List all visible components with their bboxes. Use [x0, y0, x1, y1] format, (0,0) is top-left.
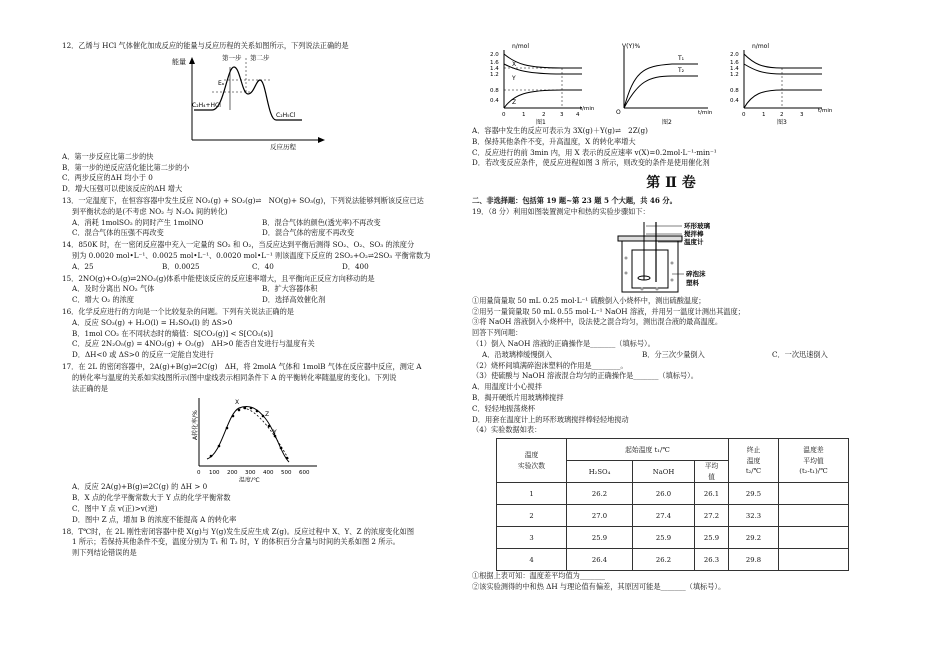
q15-option-d: D．选择高效催化剂 [262, 295, 326, 305]
q19-step-2: ②用另一量筒量取 50 mL 0.55 mol·L⁻¹ NaOH 溶液，并用另一温度计测出其温度； [472, 306, 745, 316]
q13-stem-1: 13．一定温度下，在恒容容器中发生反应 NO₂(g) + SO₂(g)⇌ NO(g)+ SO₃(g)，下列说法能够判断该反应已达 [62, 195, 424, 205]
q19-step-1: ①用量筒量取 50 mL 0.25 mol·L⁻¹ 硫酸倒入小烧杯中，测出硫酸温度； [472, 295, 706, 305]
q13-option-b: B．混合气体的颜色(透光率)不再改变 [262, 217, 381, 227]
fig3-x-unit: t/min [818, 108, 833, 114]
cell: 25.9 [633, 527, 695, 549]
figure-1 [490, 43, 595, 126]
q19-sub3: （3）使硫酸与 NaOH 溶液混合均匀的正确操作是_______（填标号）。 [472, 371, 698, 381]
q19-sub1-option-b: B．分三次少量倒入 [642, 349, 705, 359]
cell: 4 [497, 549, 567, 571]
q16-option-b: B．1mol CO₂ 在不同状态时的熵值：S[CO₂(g)] < S[CO₂(s)] [72, 328, 273, 338]
cell: 27.2 [695, 505, 729, 527]
fig3-ytick-0-4: 0.4 [730, 98, 739, 104]
figure-2 [616, 43, 713, 126]
q19-sub3-option-b: B．揭开硬纸片用玻璃棒搅拌 [472, 392, 564, 402]
cell: 26.1 [695, 483, 729, 505]
q12-energy-figure [172, 52, 462, 152]
q13-stem-2: 到平衡状态的是(不考虑 NO₂ 与 N₂O₄ 间的转化) [72, 206, 228, 216]
step1-label: 第一步 [222, 53, 242, 62]
q15-option-b: B．扩大容器体积 [262, 284, 318, 294]
q17-tick-200: 200 [227, 470, 238, 477]
q17-tick-300: 300 [245, 470, 256, 477]
part2-heading: 二、非选择题：包括第 19 题~第 23 题 5 个大题，共 46 分。 [472, 196, 677, 206]
q14-option-a: A．25 [72, 261, 94, 271]
fig1-ytick-2-0: 2.0 [490, 52, 499, 58]
q17-option-d: D．图中 Z 点，增加 B 的浓度不能提高 A 的转化率 [72, 514, 237, 524]
fig2-t2: T₂ [678, 67, 685, 74]
q17-point-x: X [235, 399, 240, 407]
fig1-label-x: X [512, 61, 517, 68]
fig1-xtick-2: 2 [542, 112, 546, 118]
q14-option-d: D．400 [342, 261, 369, 271]
fig1-xtick-0: 0 [502, 112, 506, 118]
q17-stem-2: 的转化率与温度的关系如实线图所示(图中虚线表示相同条件下 A 的平衡转化率随温度的变化)。下列说 [72, 372, 397, 382]
fig1-xtick-4: 4 [576, 112, 580, 118]
fig3-xtick-2: 2 [780, 112, 784, 118]
fig3-xtick-3: 3 [800, 112, 804, 118]
q12-option-b: B．第一步的逆反应活化能比第二步的小 [62, 162, 190, 172]
fig2-origin: O [616, 109, 621, 116]
q19-end-2: ②该实验测得的中和热 ΔH 与理论值有偏差，其原因可能是_______（填标号）。 [472, 581, 726, 591]
fig3-ytick-0-8: 0.8 [730, 88, 739, 94]
q19-sub3-option-d: D．用套在温度计上的环形玻璃搅拌棒轻轻地搅动 [472, 414, 629, 424]
table-row [497, 527, 849, 549]
header-h2so4: H₂SO₄ [567, 461, 633, 483]
cell: 26.2 [567, 483, 633, 505]
table-row [497, 505, 849, 527]
header-start-temp: 起始温度 t₁/℃ [567, 439, 729, 461]
cell: 26.2 [633, 549, 695, 571]
q19-sub1-option-c: C．一次迅速倒入 [772, 349, 828, 359]
header-temp-diff: 温度差 平均值 (t₂-t₁)/℃ [779, 439, 849, 483]
cell: 2 [497, 505, 567, 527]
q12-option-c: C．两步反应的ΔH 均小于 0 [62, 173, 153, 183]
fig1-y-label: n/mol [512, 43, 530, 50]
label-foam-1: 碎泡沫 [686, 269, 706, 278]
cell: 32.3 [729, 505, 779, 527]
q19-answer-prompt: 回答下列问题： [472, 328, 523, 338]
cell: 29.5 [729, 483, 779, 505]
fig1-ytick-0-4: 0.4 [490, 98, 499, 104]
q19-sub1: （1）倒入 NaOH 溶液的正确操作是_______（填标号）。 [472, 338, 655, 348]
header-end-temp: 终止 温度 t₂/℃ [729, 439, 779, 483]
q14-stem-2: 别为 0.0020 mol•L⁻¹、0.0025 mol•L⁻¹、0.0020 mol•L⁻¹ 则该温度下反应的 2SO₂+O₂⇌2SO₃ 平衡常数为 [72, 250, 431, 260]
fig1-xtick-3: 3 [560, 112, 564, 118]
q17-tick-100: 100 [209, 470, 220, 477]
q14-option-c: C．40 [252, 261, 274, 271]
header-average: 平均 值 [695, 461, 729, 483]
product-label: C₂H₅Cl [276, 111, 296, 119]
q12-option-a: A．第一步反应比第二步的快 [62, 151, 154, 161]
q18-figures [472, 42, 870, 126]
q18-stem-1: 18．T℃时，在 2L 刚性密闭容器中使 X(g)与 Y(g)发生反应生成 Z(g)。反应过程中 X、Y、Z 的浓度变化如图 [62, 526, 415, 536]
q17-point-y: Y [273, 429, 277, 437]
q19-stem: 19．（8 分）利用如图装置测定中和热的实验步骤如下： [472, 206, 650, 216]
reaction-path-label: 反应历程 [270, 142, 296, 151]
label-glass-stirrer-1: 环形玻璃 [684, 221, 710, 230]
fig3-y-label: n/mol [752, 43, 770, 50]
fig1-caption: 图1 [536, 119, 546, 126]
q18-option-d: D．若改变反应条件，使反应进程如图 3 所示，则改变的条件是使用催化剂 [472, 158, 710, 168]
q17-y-axis-label: A转化率/% [192, 410, 199, 441]
q17-conversion-figure [177, 394, 462, 482]
table-row [497, 549, 849, 571]
cell: 29.2 [729, 527, 779, 549]
cell: 27.0 [567, 505, 633, 527]
q12-stem: 12．乙烯与 HCl 气体催化加成反应的能量与反应历程的关系如图所示，下列说法正确的是 [62, 41, 349, 50]
q18-option-c: C．反应进行的前 3min 内，用 X 表示的反应速率 v(X)=0.2mol·L⁻¹·min⁻¹ [472, 147, 717, 157]
cell: 25.9 [695, 527, 729, 549]
cell: 26.4 [567, 549, 633, 571]
q16-stem: 16．化学反应进行的方向是一个比较复杂的问题。下列有关说法正确的是 [62, 306, 294, 316]
fig3-ytick-1-2: 1.2 [730, 72, 739, 78]
cell [779, 505, 849, 527]
calorimeter-figure [612, 218, 870, 296]
q19-sub3-option-c: C．轻轻地振荡烧杯 [472, 403, 536, 413]
table-row [497, 483, 849, 505]
cell: 3 [497, 527, 567, 549]
q17-option-b: B．X 点的化学平衡常数大于 Y 点的化学平衡常数 [72, 493, 231, 503]
fig1-ytick-1-6: 1.6 [490, 60, 499, 66]
fig3-ytick-1-6: 1.6 [730, 60, 739, 66]
q13-option-a: A．消耗 1molSO₂ 的同时产生 1molNO [72, 217, 204, 227]
right-column [472, 42, 870, 593]
q16-option-c: C．反应 2N₂O₅(g) = 4NO₂(g) + O₂(g) ΔH>0 能否自发进行与温度有关 [72, 339, 315, 349]
q19-sub4: （4）实验数据如表： [472, 425, 542, 435]
q13-option-c: C．混合气体的压强不再改变 [72, 228, 164, 238]
q17-stem-3: 法正确的是 [72, 383, 108, 393]
label-thermometer: 温度计 [684, 237, 704, 246]
fig2-t1: T₁ [678, 55, 685, 62]
figure-3 [730, 43, 833, 126]
cell: 25.9 [567, 527, 633, 549]
cell [779, 549, 849, 571]
fig1-ytick-1-4: 1.4 [490, 66, 499, 72]
header-naoh: NaOH [633, 461, 695, 483]
fig1-ytick-1-2: 1.2 [490, 72, 499, 78]
q18-option-a: A．容器中发生的反应可表示为 3X(g)＋Y(g)⇌ 2Z(g) [472, 126, 648, 135]
fig3-ytick-1-4: 1.4 [730, 66, 739, 72]
fig1-ytick-0-8: 0.8 [490, 88, 499, 94]
fig2-caption: 图2 [662, 119, 672, 126]
fig1-xtick-1: 1 [522, 112, 526, 118]
q14-option-b: B．0.0025 [162, 261, 200, 271]
q19-sub1-option-a: A．沿玻璃棒缓慢倒入 [482, 349, 552, 359]
label-foam-2: 塑料 [686, 278, 699, 287]
fig1-label-z: Z [512, 99, 517, 106]
q15-option-a: A．及时分离出 NO₂ 气体 [72, 284, 155, 294]
fig3-xtick-1: 1 [762, 112, 766, 118]
left-column [62, 40, 462, 559]
q15-stem: 15．2NO(g)+O₂(g)⇌2NO₂(g)体系中能使该反应的反应速率增大，且平衡向正反应方向移动的是 [62, 273, 375, 283]
fig1-x-unit: t/min [580, 106, 595, 112]
energy-axis-label: 能量 [172, 57, 186, 66]
q17-tick-600: 600 [299, 470, 310, 477]
reactant-label: C₂H₄+HCl [192, 101, 221, 109]
fig3-xtick-0: 0 [742, 112, 746, 118]
q17-tick-400: 400 [263, 470, 274, 477]
ea-label: Eₐ [218, 79, 225, 87]
fig3-ytick-2-0: 2.0 [730, 52, 739, 58]
q13-option-d: D．混合气体的密度不再改变 [262, 228, 355, 238]
q18-stem-2: 1 所示；若保持其他条件不变，温度分别为 T₁ 和 T₂ 时，Y 的体积百分含量与时间的关系如图 2 所示。 [72, 537, 400, 547]
fig2-x-unit: t/min [698, 110, 713, 116]
fig3-caption: 图3 [777, 119, 787, 126]
header-exp-count: 温度 实验次数 [497, 439, 567, 483]
experiment-data-table [496, 438, 849, 571]
part2-title: 第 Ⅱ 卷 [646, 175, 696, 192]
q17-tick-500: 500 [281, 470, 292, 477]
cell [779, 483, 849, 505]
cell: 26.0 [633, 483, 695, 505]
q12-option-d: D．增大压强可以使该反应的ΔH 增大 [62, 184, 183, 194]
q19-end-1: ①根据上表可知：温度差平均值为_______ [472, 571, 605, 581]
q16-option-d: D．ΔH<0 或 ΔS>0 的反应一定能自发进行 [72, 350, 214, 360]
q17-x-axis-label: 温度/℃ [239, 477, 260, 483]
step2-label: 第二步 [250, 53, 270, 62]
cell: 1 [497, 483, 567, 505]
fig1-label-y: Y [512, 75, 516, 82]
q16-option-a: A．反应 SO₃(g) + H₂O(l) = H₂SO₄(l) 的 ΔS>0 [72, 317, 233, 327]
cell: 29.8 [729, 549, 779, 571]
cell: 26.3 [695, 549, 729, 571]
q18-option-b: B．保持其他条件不变，升高温度，X 的转化率增大 [472, 136, 636, 146]
cell [779, 527, 849, 549]
label-glass-stirrer-2: 搅拌棒 [684, 229, 704, 238]
cell: 27.4 [633, 505, 695, 527]
q17-stem-1: 17．在 2L 的密闭容器中，2A(g)+B(g)⇌2C(g) ΔH，将 2molA 气体和 1molB 气体在反应器中反应，测定 A [62, 361, 422, 371]
q17-point-z: Z [265, 411, 270, 419]
q17-tick-0: 0 [197, 470, 201, 477]
q17-option-c: C．图中 Y 点 v(正)>v(逆) [72, 503, 158, 513]
fig2-y-label: V(Y)% [622, 43, 641, 50]
q17-option-a: A．反应 2A(g)+B(g)⇌2C(g) 的 ΔH > 0 [72, 482, 208, 492]
q14-stem-1: 14．850K 时，在一密闭反应器中充入一定量的 SO₂ 和 O₂，当反应达到平衡后测得 SO₂、O₂、SO₃ 的浓度分 [62, 240, 415, 250]
q15-option-c: C．增大 O₂ 的浓度 [72, 295, 134, 305]
q19-step-3: ③将 NaOH 溶液倒入小烧杯中，设法使之混合均匀，测出混合液的最高温度。 [472, 317, 723, 327]
q19-sub3-option-a: A．用温度计小心搅拌 [472, 382, 542, 392]
q18-stem-3: 则下列结论错误的是 [72, 548, 137, 558]
q19-sub2: （2）烧杯间填满碎泡沫塑料的作用是________。 [472, 360, 628, 370]
